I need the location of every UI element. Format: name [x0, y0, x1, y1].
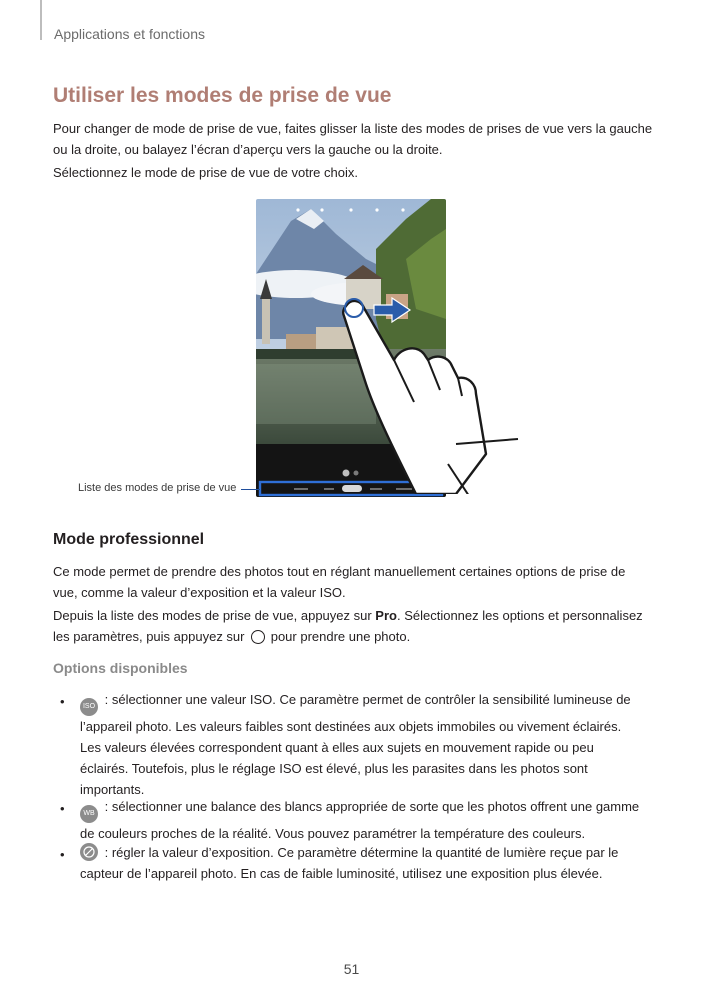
options-title: Options disponibles	[53, 660, 188, 676]
swipe-right-arrow	[374, 298, 410, 322]
bullet-marker: •	[60, 801, 65, 816]
wb-icon: WB	[80, 805, 98, 823]
page-number: 51	[343, 961, 360, 977]
figure-leader-line	[241, 489, 260, 490]
option-white-balance: WB : sélectionner une balance des blancs appropriée de sorte que les photos offrent une gamme de couleurs proches de la réalité. Vous pouvez paramétrer la température des couleurs.	[80, 799, 640, 841]
pro-mode-paragraph: Ce mode permet de prendre des photos tout en réglant manuellement certaines options de prise de vue, comme la valeur d’exposition et la valeur ISO.	[53, 564, 626, 600]
pro-mode-instructions: Depuis la liste des modes de prise de vue, appuyez sur Pro. Sélectionnez les options et personnalisez les paramètres, puis appuyez sur pour prendre une photo.	[53, 608, 643, 644]
intro-paragraph: Pour changer de mode de prise de vue, faites glisser la liste des modes de prises de vue vers la gauche ou la droite, ou balayez l’écran d’aperçu vers la gauche ou la droite.	[53, 121, 653, 157]
iso-icon: ISO	[80, 698, 98, 716]
section-title-shooting-modes: Utiliser les modes de prise de vue	[53, 84, 392, 107]
pro-mode-keyword: Pro	[375, 608, 397, 623]
shutter-icon	[251, 630, 265, 644]
margin-rule	[40, 0, 42, 40]
section-title-pro-mode: Mode professionnel	[53, 531, 205, 548]
figure-label-mode-list: Liste des modes de prise de vue	[78, 482, 237, 494]
bullet-marker: •	[60, 847, 65, 862]
swipe-gesture-overlay	[336, 294, 526, 494]
option-iso: ISO : sélectionner une valeur ISO. Ce paramètre permet de contrôler la sensibilité lumineuse de l’appareil photo. Les valeurs faibles sont destinées aux objets immobiles ou vivement éclairés. Les valeurs élevées correspondent quant à elles aux sujets en mouvement rapide ou peu éclairés. Toutefois, plus le réglage ISO est élevé, plus les parasites dans les photos sont importants.	[80, 692, 631, 797]
option-exposure: : régler la valeur d’exposition. Ce paramètre détermine la quantité de lumière reçue par le capteur de l’appareil photo. En cas de faible luminosité, utilisez une exposition plus élevée.	[80, 845, 619, 881]
running-header: Applications et fonctions	[54, 26, 205, 42]
hand-gesture-icon	[343, 299, 518, 494]
bullet-marker: •	[60, 694, 65, 709]
exposure-icon	[80, 843, 98, 861]
select-mode-paragraph: Sélectionnez le mode de prise de vue de votre choix.	[53, 165, 358, 180]
